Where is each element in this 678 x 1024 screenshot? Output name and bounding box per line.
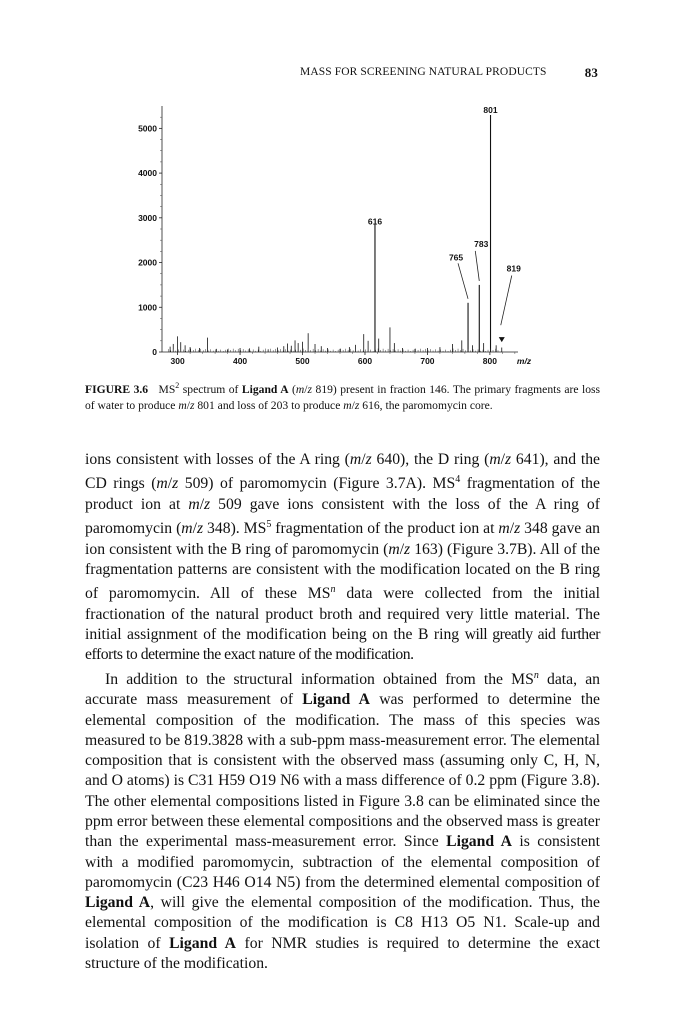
caption-text: 819) present in fraction 146. The primary fragments are loss of water to produce <box>85 382 601 412</box>
mz-z: z <box>204 495 211 513</box>
peak-label-783: 783 <box>474 238 489 249</box>
caption-italic: z <box>189 398 195 412</box>
caption-text: spectrum of <box>179 382 242 396</box>
caption-text: / <box>186 398 190 412</box>
text-run: 163) (Figure 3.7B). All of the fragmentation patterns are consistent with the modification located on the B ring of paromomycin. All of these MS <box>85 540 600 603</box>
caption-italic: m <box>343 398 352 412</box>
mz-m: m <box>349 451 362 468</box>
mz-m: m <box>181 520 193 538</box>
text-run: 509) of paromomycin (Figure 3.7A). MS <box>178 475 456 493</box>
precursor-marker-icon <box>499 337 505 342</box>
mz-z: z <box>514 520 521 538</box>
mz-m: m <box>188 495 200 513</box>
ligand-a-bold: Ligand A <box>169 934 237 952</box>
text-run: In addition to the structural information obtained from the MS <box>105 670 534 688</box>
mz-m: m <box>388 540 400 558</box>
y-tick-label: 4000 <box>138 168 157 179</box>
peak-label-765: 765 <box>448 252 464 263</box>
mz-z: z <box>505 451 512 468</box>
caption-text: ( <box>288 382 296 396</box>
y-tick-label: 5000 <box>138 123 157 134</box>
text-run: ions consistent with losses of the A ring ( <box>85 451 350 468</box>
x-tick-label: 600 <box>357 356 373 366</box>
mz-m: m <box>489 451 501 468</box>
superscript: n <box>533 669 539 681</box>
caption-italic: z <box>354 398 360 412</box>
caption-italic: m <box>178 398 187 412</box>
ligand-a-bold: Ligand A <box>85 894 151 912</box>
y-tick-label: 1000 <box>138 302 157 313</box>
text-run: will greatly aid further efforts to determine the exact nature of the modification. <box>85 626 600 664</box>
mz-m: m <box>498 520 510 538</box>
running-title: MASS FOR SCREENING NATURAL PRODUCTS <box>300 66 547 78</box>
mz-m: m <box>156 475 168 493</box>
page-number: 83 <box>584 65 598 80</box>
caption-italic: m <box>295 382 305 396</box>
mz-slash: / <box>399 540 405 558</box>
text-run: 641), and the CD rings ( <box>85 451 600 493</box>
mz-z: z <box>197 520 204 538</box>
text-run: was performed to determine the elemental composition of the modification. The mass of this species was measured to be 819.3828 with a sub-ppm mass-measurement error. The elemental composition that is consistent with the observed mass (assuming only C, H, N, and O atoms) is C31 H59 O19 N6 with a mass difference of 0.2 ppm (Figure 3.8). The other elemental compositions listed in Figure 3.8 can be eliminated since the ppm error between these elemental compositions and the observed mass is greater than the experimental mass-measurement error. Since <box>85 691 600 851</box>
text-run: 640), the D ring ( <box>371 451 490 468</box>
caption-text: 801 and loss of 203 to produce <box>194 398 344 412</box>
x-axis-label: m/z <box>516 356 532 366</box>
superscript: n <box>330 584 336 596</box>
x-tick-label: 400 <box>232 356 248 366</box>
mz-slash: / <box>509 520 515 538</box>
text-run: 509 gave ions consistent with the loss of the A ring of paromomycin ( <box>85 495 600 538</box>
leader-line-765 <box>458 263 468 298</box>
ligand-a-bold: Ligand A <box>302 691 370 709</box>
caption-text: / <box>351 398 355 412</box>
text-run: data, an accurate mass measurement of <box>85 670 600 709</box>
paragraph-1 <box>85 450 600 666</box>
caption-sup: 2 <box>175 381 180 390</box>
mz-z: z <box>404 540 411 558</box>
body-text <box>85 450 600 974</box>
text-run: fragmentation of the product ion at <box>85 475 600 513</box>
text-run: 348 gave an ion consistent with the B ring of paromomycin ( <box>85 520 600 558</box>
mz-z: z <box>365 451 372 468</box>
text-run: is consistent with a modified paromomycin, subtraction of the elemental composition of paromomycin (C23 H46 O14 N5) from the determined elemental composition of <box>85 833 600 891</box>
x-tick-label: 300 <box>170 356 185 366</box>
plot-layer <box>138 105 532 366</box>
text-run: fragmentation of the product ion at <box>271 520 499 538</box>
caption-italic: z <box>307 382 313 396</box>
mz-slash: / <box>192 520 197 538</box>
y-tick-label: 3000 <box>138 212 157 223</box>
y-tick-label: 0 <box>152 347 157 357</box>
x-tick-label: 800 <box>482 356 497 366</box>
peak-label-819: 819 <box>506 263 521 274</box>
caption-bold: Ligand A <box>241 382 289 396</box>
mz-slash: / <box>199 495 205 513</box>
text-run: , will give the elemental composition of the modification. Thus, the elemental composition of the modification is C8 H13 O5 N1. Scale-up and isolation of <box>85 894 600 952</box>
caption-text: MS <box>158 382 176 396</box>
ligand-a-bold: Ligand A <box>446 833 512 851</box>
x-tick-label: 700 <box>420 356 435 366</box>
x-tick-label: 500 <box>295 356 310 366</box>
leader-line-783 <box>475 251 479 281</box>
mz-slash: / <box>500 451 506 468</box>
paragraph-2 <box>85 666 600 975</box>
text-run: 348). MS <box>203 520 267 538</box>
ms2-spectrum-chart <box>120 100 540 372</box>
caption-text: 616, the paromomycin core. <box>359 398 493 412</box>
figure-caption <box>85 378 600 414</box>
peak-label-801: 801 <box>483 104 498 115</box>
mz-slash: / <box>167 475 173 493</box>
figure-label: FIGURE 3.6 <box>85 382 149 396</box>
mz-slash: / <box>361 451 366 468</box>
caption-text: / <box>304 382 308 396</box>
superscript: 4 <box>455 474 461 486</box>
peak-label-616: 616 <box>367 216 383 227</box>
text-run: for NMR studies is required to determine the exact structure of the modification. <box>85 934 600 973</box>
mz-z: z <box>172 475 179 493</box>
text-run: data were collected from the initial fractionation of the natural product broth and required very little material. The initial assignment of the modification being on the B ring <box>85 585 601 644</box>
leader-line-819 <box>501 275 512 325</box>
y-tick-label: 2000 <box>138 257 157 268</box>
superscript: 5 <box>266 519 272 531</box>
